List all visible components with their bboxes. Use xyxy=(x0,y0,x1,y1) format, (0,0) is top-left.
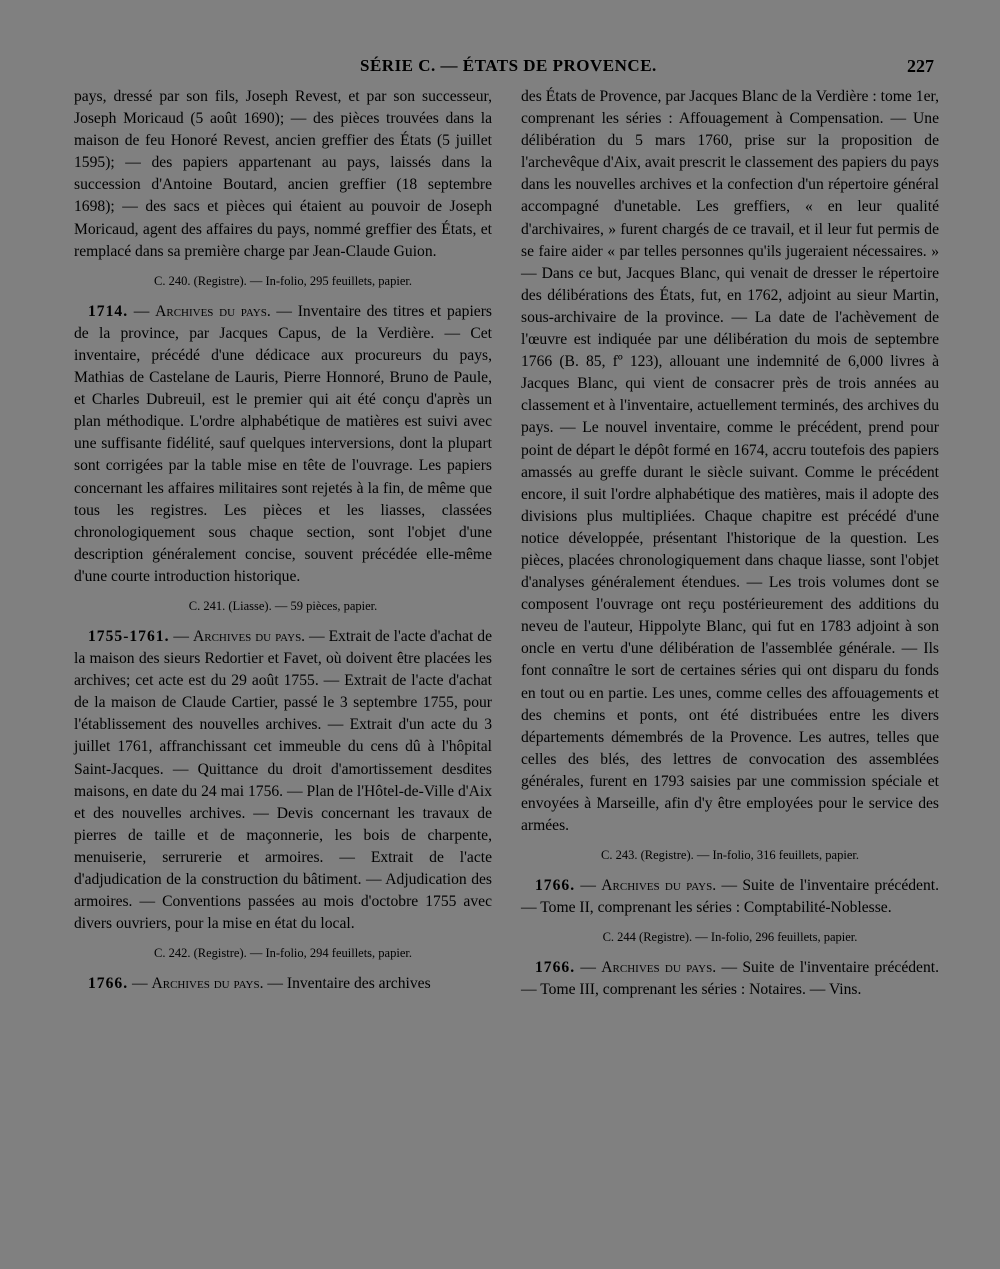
right-column xyxy=(521,86,939,1002)
entry-1714: 1714. — Archives du pays. — Inventaire des titres et papiers de la province, par Jacques Capus, de la Verdière. — Cet inventaire, précédé d'une dédicace aux procureurs du pays, Mathias de Castelane de Lauris, Pierre Honnoré, Bruno de Paule, et Charles Dubreuil, est le premier qui ait été conçu d'après un plan méthodique. L'ordre alphabétique de matières est suivi avec une suffisante fidélité, sauf quelques interversions, dont la plupart sont corrigées par la table mise en tête de l'ouvrage. Les papiers concernant les affaires militaires sont rejetés à la fin, de même que tous les registres. Les pièces et les liasses, classées chronologiquement sous chaque section, sont l'objet d'une description généralement concise, souvent précédée elle-même d'une courte introduction historique. xyxy=(74,302,492,585)
left-column xyxy=(74,86,492,995)
entry-year: 1714. xyxy=(88,302,129,320)
entry-year: 1755-1761. xyxy=(88,627,170,645)
page-number: 227 xyxy=(907,56,934,76)
entry-text: — Suite de l'inventaire précédent. — Tome III, comprenant les séries : Notaires. — Vins. xyxy=(521,959,940,999)
entry-text: — Suite de l'inventaire précédent. — Tome II, comprenant les séries : Comptabilité-Noblesse. xyxy=(521,877,940,917)
entry-1766: 1766. — Archives du pays. — Inventaire des archives xyxy=(88,975,431,993)
entry-heading: Archives du pays. xyxy=(601,959,717,977)
running-head: SÉRIE C. — ÉTATS DE PROVENCE. xyxy=(360,56,657,75)
entry-year: 1766. xyxy=(88,975,129,993)
entry-heading: Archives du pays. xyxy=(151,975,264,993)
archive-reference: C. 240. (Registre). — In-folio, 295 feuillets, papier. xyxy=(154,273,412,288)
entry-1766-tome-2: 1766. — Archives du pays. — Suite de l'inventaire précédent. — Tome II, comprenant les séries : Comptabilité-Noblesse. xyxy=(521,877,940,917)
entry-1766-tome-3: 1766. — Archives du pays. — Suite de l'inventaire précédent. — Tome III, comprenant les séries : Notaires. — Vins. xyxy=(521,959,940,999)
archive-reference: C. 242. (Registre). — In-folio, 294 feuillets, papier. xyxy=(154,946,412,961)
paragraph-continued: des États de Provence, par Jacques Blanc de la Verdière : tome 1er, comprenant les séries : Affouagement à Compensation. — Une délibération du 5 mars 1760, prise sur la proposition de l'archevêque d'Aix, avait prescrit le classement des papiers du pays dans les nouvelles archives et la confection d'un répertoire général accompagné d'unetable. Les greffiers, « en leur qualité d'archivaires, » furent chargés de ce travail, et il leur fut permis de se faire aider « par telles personnes qu'ils jugeraient nécessaires. » — Dans ce but, Jacques Blanc, qui venait de dresser le répertoire des délibérations des États, fut, en 1762, adjoint au sieur Martin, sous-archivaire de la province. — La date de l'achèvement de l'œuvre est indiquée par une délibération du mois de septembre 1766 (B. 85, fº 123), allouant une indemnité de 6,000 livres à Jacques Blanc, qui vient de consacrer près de trois années au classement et à l'inventaire, actuellement terminés, des archives du pays. — Le nouvel inventaire, comme le précédent, prend pour point de départ le dépôt formé en 1674, accru toutefois des papiers amassés au greffe durant le siècle suivant. Comme le précédent encore, il suit l'ordre alphabétique des matières, mais il adopte des divisions plus multipliées. Chaque chapitre est précédé d'une notice développée, présentant l'historique de la question. Les pièces, placées chronologiquement dans chaque liasse, sont l'objet d'analyses généralement étendues. — Les trois volumes dont se composent l'ouvrage ont reçu postérieurement des additions du neveu de l'auteur, Hippolyte Blanc, qui fut en 1783 adjoint à son oncle en vertu d'une délibération de l'assemblée générale. — Ils font connaître le sort de certaines séries qui ont disparu du fonds en tout ou en partie. Les unes, comme celles des affouagements et des chemins et ponts, ont été distribuées entre les divers départements démembrés de la Provence. Les autres, telles que celles des blés, des lettres de convocation des assemblées générales, furent en 1793 saisies par une commission spéciale et envoyées à Marseille, afin d'y être employées pour le service des armées. xyxy=(521,88,939,835)
archive-reference: C. 244 (Registre). — In-folio, 296 feuillets, papier. xyxy=(602,930,858,945)
entry-text: — Extrait de l'acte d'achat de la maison des sieurs Redortier et Favet, où doivent être placées les archives; cet acte est du 29 août 1755. — Extrait de l'acte d'achat de la maison de Claude Cartier, passé le 3 septembre 1755, pour l'établissement des nouvelles archives. — Extrait d'un acte du 3 juillet 1761, affranchissant cet immeuble du cens dû à l'hôpital Saint-Jacques. — Quittance du droit d'amortissement desdites maisons, en date du 24 mai 1756. — Plan de l'Hôtel-de-Ville d'Aix et des nouvelles archives. — Devis concernant les travaux de pierres de taille et de maçonnerie, les bois de charpente, menuiserie, serrurerie et armoires. — Extrait de l'acte d'adjudication de la construction du bâtiment. — Adjudication des armoires. — Conventions passées au mois d'octobre 1755 avec divers ouvriers, pour la mise en état du local. xyxy=(74,627,492,933)
entry-heading: Archives du pays. xyxy=(192,627,306,645)
entry-heading: Archives du pays. xyxy=(155,302,271,320)
page-header xyxy=(70,56,940,78)
entry-year: 1766. xyxy=(535,877,576,895)
archive-reference: C. 243. (Registre). — In-folio, 316 feuillets, papier. xyxy=(601,848,859,863)
entry-heading: Archives du pays. xyxy=(601,877,717,895)
entry-text: — Inventaire des titres et papiers de la province, par Jacques Capus, de la Verdière. — Cet inventaire, précédé d'une dédicace aux procureurs du pays, Mathias de Castelane de Lauris, Pierre Honnoré, Bruno de Paule, et Charles Dubreuil, est le premier qui ait été conçu d'après un plan méthodique. L'ordre alphabétique de matières est suivi avec une suffisante fidélité, sauf quelques interversions, dont la plupart sont corrigées par la table mise en tête de l'ouvrage. Les papiers concernant les affaires militaires sont rejetés à la fin, de même que tous les registres. Les pièces et les liasses, classées chronologiquement sous chaque section, sont l'objet d'une description généralement concise, souvent précédée elle-même d'une courte introduction historique. xyxy=(74,302,492,585)
archive-reference: C. 241. (Liasse). — 59 pièces, papier. xyxy=(188,598,378,613)
entry-year: 1766. xyxy=(535,959,576,977)
paragraph-continued: pays, dressé par son fils, Joseph Revest, et par son successeur, Joseph Moricaud (5 août 1690); — des pièces trouvées dans la maison de feu Honoré Revest, ancien greffier des États (5 juillet 1595); — des papiers appartenant au pays, laissés dans la succession d'Antoine Boutard, ancien greffier (18 septembre 1698); — des sacs et pièces qui étaient au pouvoir de Joseph Moricaud, agent des affaires du pays, nommé greffier des États, et remplacé dans sa première charge par Jean-Claude Guion. xyxy=(74,88,492,260)
entry-text: — Inventaire des archives xyxy=(267,975,431,993)
entry-1755-1761: 1755-1761. — Archives du pays. — Extrait de l'acte d'achat de la maison des sieurs Redortier et Favet, où doivent être placées les archives; cet acte est du 29 août 1755. — Extrait de l'acte d'achat de la maison de Claude Cartier, passé le 3 septembre 1755, pour l'établissement des nouvelles archives. — Extrait d'un acte du 3 juillet 1761, affranchissant cet immeuble du cens dû à l'hôpital Saint-Jacques. — Quittance du droit d'amortissement desdites maisons, en date du 24 mai 1756. — Plan de l'Hôtel-de-Ville d'Aix et des nouvelles archives. — Devis concernant les travaux de pierres de taille et de maçonnerie, les bois de charpente, menuiserie, serrurerie et armoires. — Extrait de l'acte d'adjudication de la construction du bâtiment. — Adjudication des armoires. — Conventions passées au mois d'octobre 1755 avec divers ouvriers, pour la mise en état du local. xyxy=(74,627,492,933)
